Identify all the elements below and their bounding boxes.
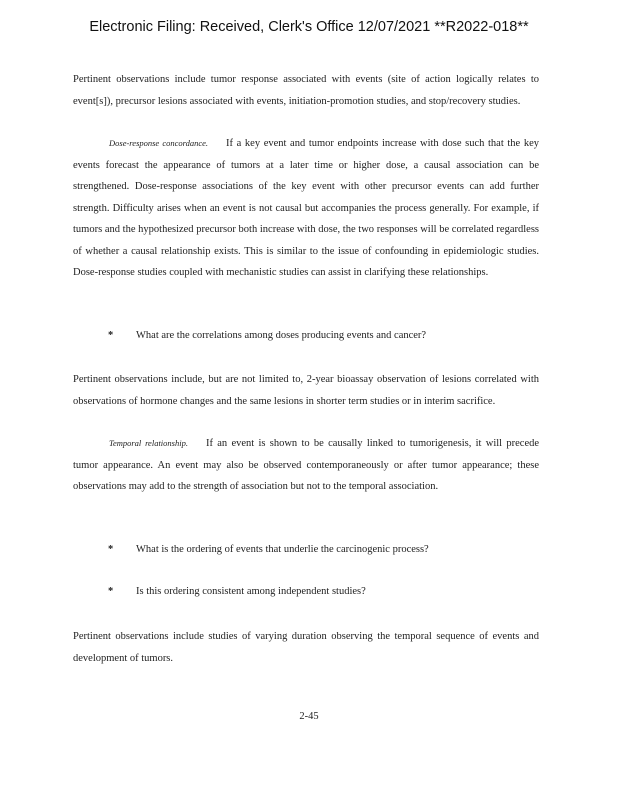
- page-number: 2-45: [299, 711, 319, 722]
- temporal-text: If an event is shown to be causally linked to tumorigenesis, it will precede tumor appearance. An event may also be observed contemporaneously or after tumor appearance; these observations may add to the strength of association but not to the temporal association.: [73, 438, 540, 492]
- paragraph-dose-response: [73, 133, 539, 284]
- bullet-mark: *: [108, 544, 114, 555]
- paragraph-bioassay: Pertinent observations include, but are not limited to, 2-year bioassay observation of lesions correlated with observations of hormone changes and the same lesions in shorter term studies or in interim sacrifice.: [73, 374, 539, 407]
- bullet-mark: *: [108, 586, 114, 597]
- bullet-text: Is this ordering consistent among independent studies?: [136, 586, 366, 597]
- filing-header: Electronic Filing: Received, Clerk's Office 12/07/2021 **R2022-018**: [89, 19, 529, 35]
- paragraph-tumor-response: Pertinent observations include tumor response associated with events (site of action logically relates to event[s]), precursor lesions associated with events, initiation-promotion studies, and stop/recovery studies.: [73, 74, 539, 107]
- bullet-text: What is the ordering of events that underlie the carcinogenic process?: [136, 544, 429, 555]
- bullet-question-ordering: [108, 544, 429, 555]
- bullet-text: What are the correlations among doses producing events and cancer?: [136, 330, 427, 341]
- bullet-question-consistency: [108, 586, 366, 597]
- dose-response-heading: Dose-response concordance.: [109, 138, 209, 148]
- dose-response-text: If a key event and tumor endpoints increase with dose such that the key events forecast the appearance of tumors at a later time or higher dose, a causal association can be strengthened. Dose-response associations of the key event with other precursor events can add further strength. Difficulty arises when an event is not causal but accompanies the process generally. For example, if tumors and the hypothesized precursor both increase with dose, the two responses will be correlated regardless of whether a causal relationship exists. This is similar to the issue of confounding in epidemiologic studies. Dose-response studies coupled with mechanistic studies can assist in clarifying these relationships.: [73, 138, 539, 278]
- paragraph-temporal: [73, 433, 539, 498]
- bullet-question-correlations: [108, 330, 426, 341]
- bullet-mark: *: [108, 330, 114, 341]
- paragraph-duration: Pertinent observations include studies of varying duration observing the temporal sequence of events and development of tumors.: [73, 631, 539, 664]
- temporal-heading: Temporal relationship.: [109, 438, 188, 448]
